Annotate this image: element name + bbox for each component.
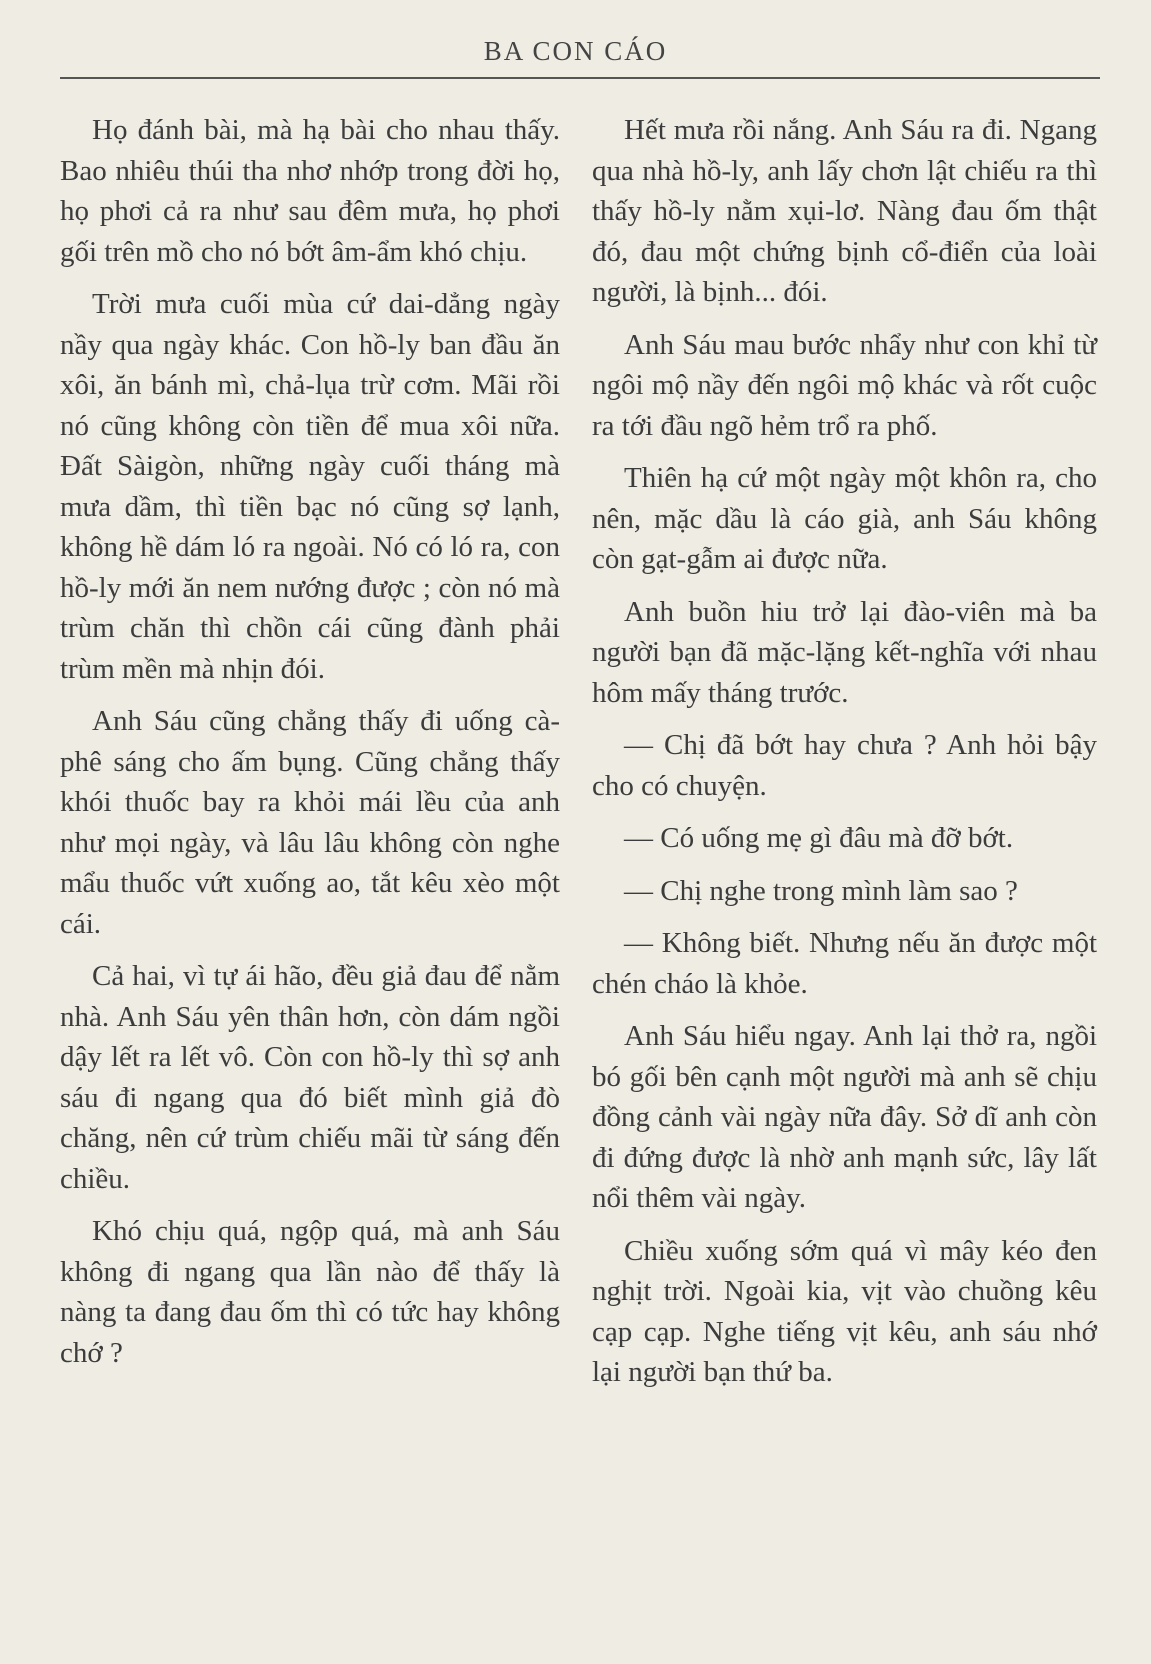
paragraph: Khó chịu quá, ngộp quá, mà anh Sáu không đi ngang qua lần nào để thấy là nàng ta đang đau ốm thì có tức hay không chớ ? <box>60 1215 560 1369</box>
paragraph: Anh buồn hiu trở lại đào-viên mà ba người bạn đã mặc-lặng kết-nghĩa với nhau hôm mấy tháng trước. <box>592 595 1097 709</box>
left-column <box>60 110 560 1385</box>
paragraph: Chiều xuống sớm quá vì mây kéo đen nghịt trời. Ngoài kia, vịt vào chuồng kêu cạp cạp. Nghe tiếng vịt kêu, anh sáu nhớ lại người bạn thứ ba. <box>592 1234 1097 1388</box>
paragraph: Anh Sáu cũng chẳng thấy đi uống cà-phê sáng cho ấm bụng. Cũng chẳng thấy khói thuốc bay ra khỏi mái lều của anh như mọi ngày, và lâu lâu không còn nghe mẩu thuốc vứt xuống ao, tắt kêu xèo một cái. <box>60 705 560 940</box>
dialogue-line: — Chị đã bớt hay chưa ? Anh hỏi bậy cho có chuyện. <box>592 729 1097 802</box>
paragraph: Anh Sáu hiểu ngay. Anh lại thở ra, ngồi bó gối bên cạnh một người mà anh sẽ chịu đồng cảnh vài ngày nữa đây. Sở dĩ anh còn đi đứng được là nhờ anh mạnh sức, lây lất nổi thêm vài ngày. <box>592 1020 1097 1214</box>
paragraph: Thiên hạ cứ một ngày một khôn ra, cho nên, mặc dầu là cáo già, anh Sáu không còn gạt-gẫm ai được nữa. <box>592 462 1097 575</box>
paragraph: Anh Sáu mau bước nhẩy như con khỉ từ ngôi mộ nầy đến ngôi mộ khác và rốt cuộc ra tới đầu ngõ hẻm trổ ra phố. <box>592 328 1097 442</box>
dialogue-line: — Có uống mẹ gì đâu mà đỡ bớt. <box>624 822 1014 854</box>
header-rule <box>60 77 1100 79</box>
paragraph: Trời mưa cuối mùa cứ dai-dẳng ngày nầy qua ngày khác. Con hồ-ly ban đầu ăn xôi, ăn bánh mì, chả-lụa trừ cơm. Mãi rồi nó cũng không còn tiền để mua xôi nữa. Đất Sàigòn, những ngày cuối tháng mà mưa dầm, thì tiền bạc nó cũng sợ lạnh, không hề dám ló ra ngoài. Nó có ló ra, con hồ-ly mới ăn nem nướng được ; còn nó mà trùm chăn thì chồn cái cũng đành phải trùm mền mà nhịn đói. <box>60 288 560 685</box>
page-header: BA CON CÁO <box>483 36 668 66</box>
paragraph: Cả hai, vì tự ái hão, đều giả đau để nằm nhà. Anh Sáu yên thân hơn, còn dám ngồi dậy lết ra lết vô. Còn con hồ-ly thì sợ anh sáu đi ngang qua đó biết mình giả đò chăng, nên cứ trùm chiếu mãi từ sáng đến chiều. <box>60 960 560 1195</box>
paragraph: Họ đánh bài, mà hạ bài cho nhau thấy. Bao nhiêu thúi tha nhơ nhớp trong đời họ, họ phơi cả ra như sau đêm mưa, họ phơi gối trên mồ cho nó bớt âm-ẩm khó chịu. <box>60 114 560 268</box>
dialogue-line: — Chị nghe trong mình làm sao ? <box>624 874 1018 907</box>
paragraph: Hết mưa rồi nắng. Anh Sáu ra đi. Ngang qua nhà hồ-ly, anh lấy chơn lật chiếu ra thì thấy hồ-ly nằm xụi-lơ. Nàng đau ốm thật đó, đau một chứng bịnh cổ-điển của loài người, là bịnh... đói. <box>592 114 1097 308</box>
dialogue-line: — Không biết. Nhưng nếu ăn được một chén cháo là khỏe. <box>592 927 1097 1000</box>
right-column <box>592 110 1097 1405</box>
